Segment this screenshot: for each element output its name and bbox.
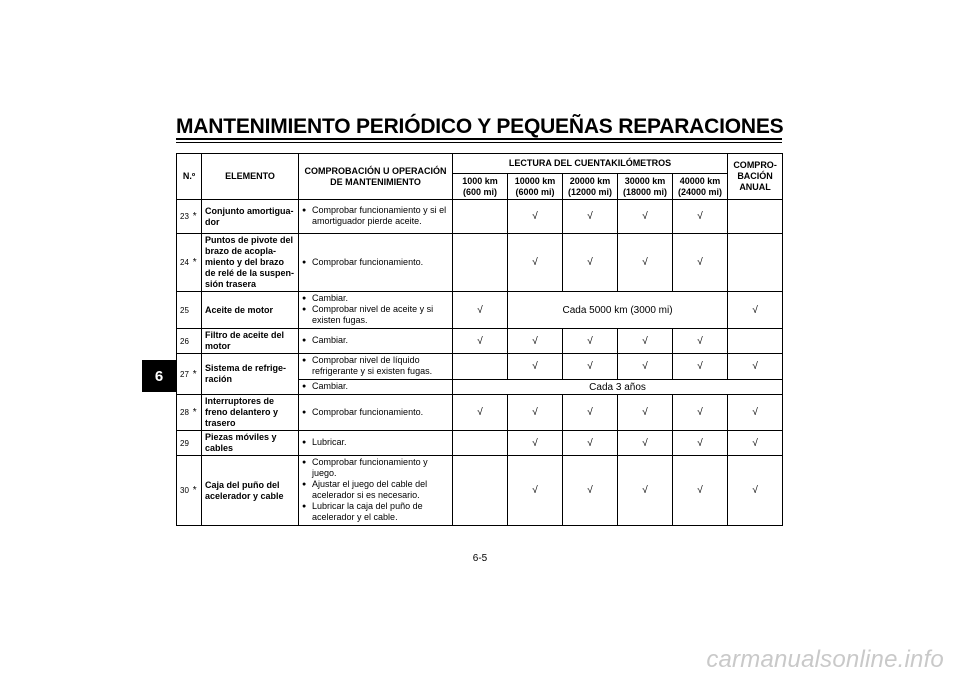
table-cell: √: [508, 456, 563, 526]
table-row: [177, 292, 783, 329]
interval-label: (6000 mi): [515, 186, 555, 197]
table-cell: *: [189, 395, 202, 431]
table-cell: √: [728, 456, 783, 526]
table-row: [177, 329, 783, 354]
operation-item: ● Comprobar funcionamiento y juego.: [312, 457, 450, 479]
interval-label: 20000 km: [569, 175, 611, 186]
table-cell: √: [673, 200, 728, 234]
table-cell: √: [673, 456, 728, 526]
interval-1: [453, 174, 508, 200]
table-cell: 23: [177, 200, 189, 234]
table-cell: √: [728, 431, 783, 456]
header-element: ELEMENTO: [202, 154, 299, 200]
operation-item: ● Comprobar funcionamiento y si el amortiguador pierde aceite.: [312, 205, 450, 227]
table-cell: [453, 431, 508, 456]
table-cell: 24: [177, 234, 189, 292]
header-odometer: LECTURA DEL CUENTAKILÓMETROS: [453, 154, 728, 174]
operation-item: ● Comprobar nivel de aceite y si existen fugas.: [312, 304, 450, 326]
table-cell: Conjunto amortigua-dor: [202, 200, 299, 234]
header-operation: COMPROBACIÓN U OPERACIÓN DE MANTENIMIENTO: [299, 154, 453, 200]
table-cell: *: [189, 456, 202, 526]
table-cell: Aceite de motor: [202, 292, 299, 329]
table-cell: Cada 3 años: [453, 380, 783, 395]
interval-label: 30000 km: [624, 175, 666, 186]
interval-label: (18000 mi): [623, 186, 668, 197]
table-cell: [453, 456, 508, 526]
table-cell: [453, 234, 508, 292]
table-cell: *: [189, 234, 202, 292]
table-cell: 28: [177, 395, 189, 431]
operation-item: ● Cambiar.: [312, 293, 450, 304]
table-cell: √: [563, 456, 618, 526]
page-number: 6-5: [472, 553, 488, 564]
table-cell: 29: [177, 431, 189, 456]
table-cell: [728, 234, 783, 292]
table-cell: 27: [177, 354, 189, 395]
table-cell: Puntos de pivote del brazo de acopla-miento y del brazo de relé de la suspen-sión trasera: [202, 234, 299, 292]
table-cell: Interruptores de freno delantero y trasero: [202, 395, 299, 431]
operation-item: ● Lubricar.: [312, 437, 450, 448]
table-cell: √: [453, 395, 508, 431]
table-cell: [299, 329, 453, 354]
table-cell: [299, 292, 453, 329]
table-cell: √: [563, 431, 618, 456]
operation-item: ● Cambiar.: [312, 335, 450, 346]
table-row: [177, 200, 783, 234]
interval-4: [618, 174, 673, 200]
page-title: MANTENIMIENTO PERIÓDICO Y PEQUEÑAS REPARACIONES: [176, 115, 784, 138]
table-cell: √: [508, 354, 563, 380]
operation-item: ● Comprobar nivel de líquido refrigerante y si existen fugas.: [312, 355, 450, 377]
table-cell: √: [508, 395, 563, 431]
interval-label: 1000 km: [462, 175, 498, 186]
table-cell: Cada 5000 km (3000 mi): [508, 292, 728, 329]
table-cell: [299, 380, 453, 395]
interval-2: [508, 174, 563, 200]
table-cell: √: [508, 234, 563, 292]
table-cell: [189, 329, 202, 354]
table-cell: [453, 354, 508, 380]
table-cell: √: [563, 234, 618, 292]
operation-item: ● Cambiar.: [312, 381, 450, 392]
header-no: N.º: [177, 154, 202, 200]
table-cell: √: [673, 234, 728, 292]
table-cell: √: [508, 329, 563, 354]
table-cell: √: [618, 329, 673, 354]
operation-item: ● Comprobar funcionamiento.: [312, 257, 450, 268]
operation-item: ● Comprobar funcionamiento.: [312, 407, 450, 418]
table-cell: [453, 200, 508, 234]
table-cell: 25: [177, 292, 189, 329]
table-row: [177, 431, 783, 456]
table-cell: [728, 329, 783, 354]
maintenance-table: [176, 153, 783, 526]
table-cell: √: [618, 234, 673, 292]
table-cell: [299, 395, 453, 431]
table-cell: √: [508, 431, 563, 456]
table-row: [177, 354, 783, 380]
table-cell: *: [189, 200, 202, 234]
watermark: carmanualsonline.info: [706, 646, 944, 673]
interval-label: (24000 mi): [678, 186, 723, 197]
table-cell: [299, 431, 453, 456]
table-cell: [189, 431, 202, 456]
table-cell: Caja del puño del acelerador y cable: [202, 456, 299, 526]
table-cell: [189, 292, 202, 329]
table-cell: √: [563, 200, 618, 234]
table-cell: Filtro de aceite del motor: [202, 329, 299, 354]
chapter-tab[interactable]: 6: [142, 360, 176, 392]
table-cell: √: [618, 395, 673, 431]
table-row: [177, 395, 783, 431]
table-cell: √: [673, 354, 728, 380]
title-rule-thin: [176, 142, 782, 143]
table-cell: Piezas móviles y cables: [202, 431, 299, 456]
table-cell: √: [728, 292, 783, 329]
table-cell: √: [728, 354, 783, 380]
table-cell: √: [563, 329, 618, 354]
table-cell: √: [673, 329, 728, 354]
table-cell: √: [673, 395, 728, 431]
table-row: [177, 456, 783, 526]
table-cell: √: [618, 456, 673, 526]
operation-item: ● Lubricar la caja del puño de acelerador y el cable.: [312, 501, 450, 523]
table-cell: [728, 200, 783, 234]
table-cell: *: [189, 354, 202, 395]
table-cell: √: [563, 395, 618, 431]
table-cell: √: [453, 292, 508, 329]
operation-item: ● Ajustar el juego del cable del acelerador si es necesario.: [312, 479, 450, 501]
table-cell: 26: [177, 329, 189, 354]
interval-label: (600 mi): [463, 186, 498, 197]
table-cell: √: [673, 431, 728, 456]
interval-label: (12000 mi): [568, 186, 613, 197]
table-row: [177, 234, 783, 292]
table-cell: √: [618, 354, 673, 380]
table-cell: √: [563, 354, 618, 380]
table-cell: √: [508, 200, 563, 234]
interval-label: 40000 km: [679, 175, 721, 186]
table-cell: [299, 200, 453, 234]
table-cell: [299, 456, 453, 526]
interval-3: [563, 174, 618, 200]
table-cell: 30: [177, 456, 189, 526]
interval-label: 10000 km: [514, 175, 556, 186]
table-cell: √: [453, 329, 508, 354]
title-rule: [176, 138, 782, 140]
table-cell: √: [618, 431, 673, 456]
table-cell: Sistema de refrige-ración: [202, 354, 299, 395]
table-cell: [299, 354, 453, 380]
table-cell: [299, 234, 453, 292]
table-cell: √: [728, 395, 783, 431]
table-cell: √: [618, 200, 673, 234]
header-annual: COMPRO-BACIÓN ANUAL: [728, 154, 783, 200]
interval-5: [673, 174, 728, 200]
